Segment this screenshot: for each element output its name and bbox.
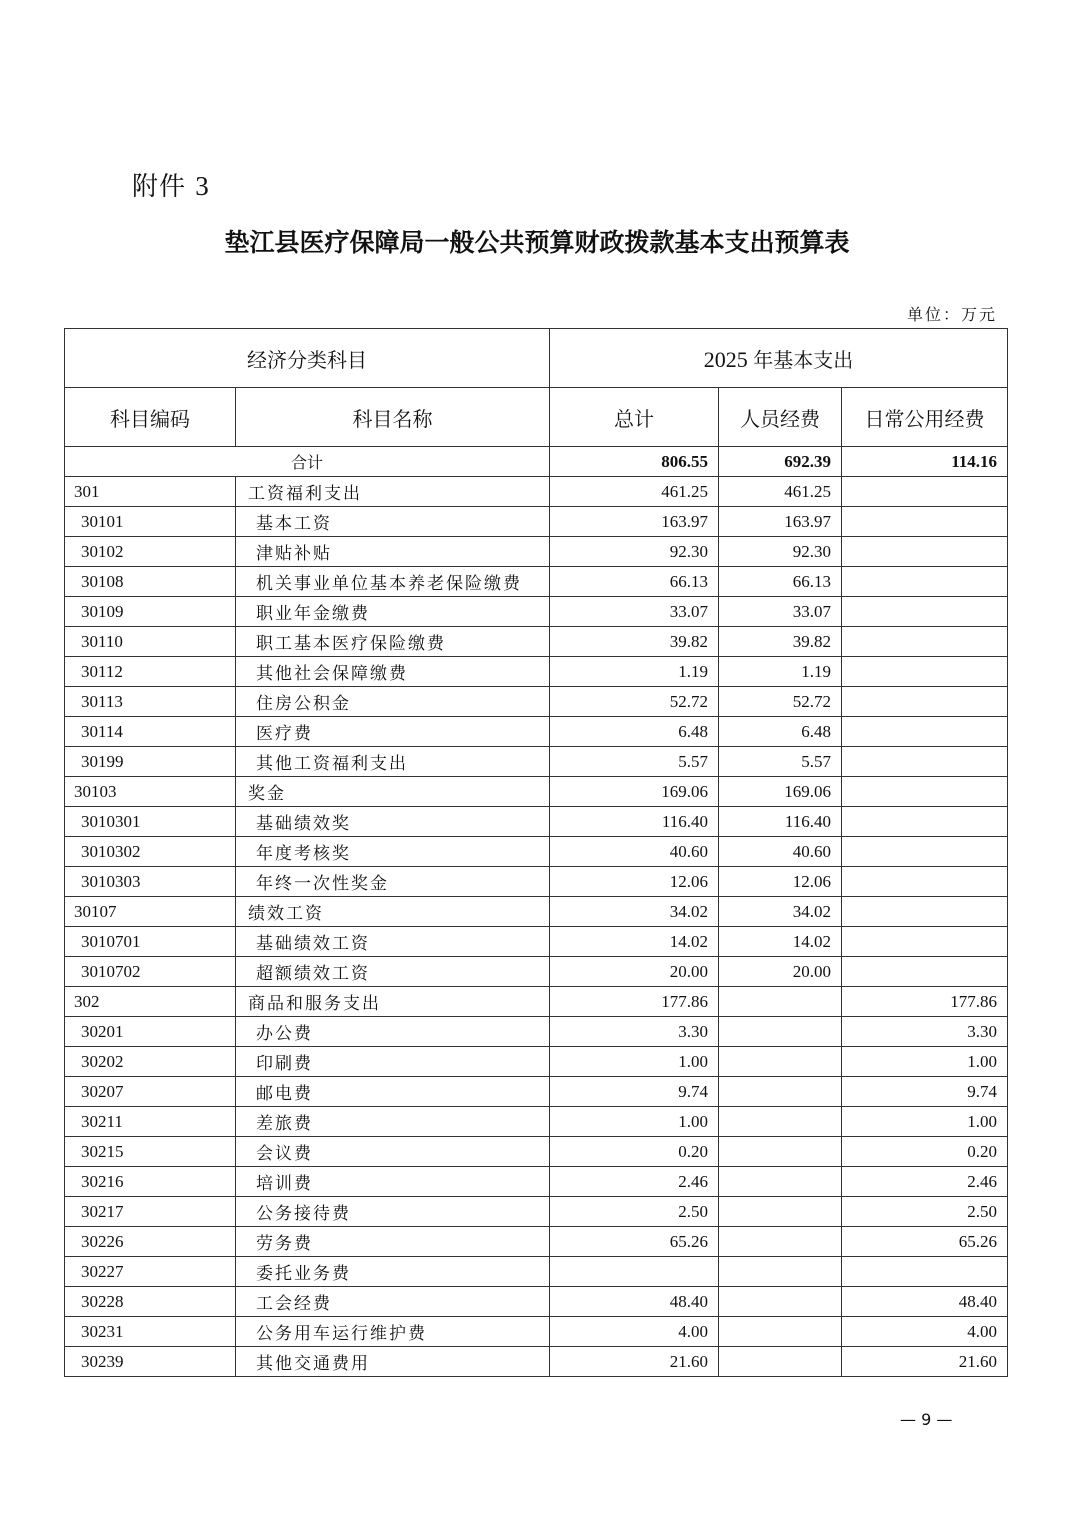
table-row — [65, 1107, 1008, 1137]
cell-public — [842, 1257, 1008, 1287]
cell-code: 30201 — [65, 1017, 236, 1047]
cell-code: 30110 — [65, 627, 236, 657]
cell-code: 3010302 — [65, 837, 236, 867]
cell-name: 工会经费 — [236, 1287, 550, 1317]
cell-public — [842, 687, 1008, 717]
cell-public — [842, 507, 1008, 537]
cell-public: 21.60 — [842, 1347, 1008, 1377]
cell-total: 40.60 — [550, 837, 719, 867]
cell-public — [842, 837, 1008, 867]
table-row — [65, 1137, 1008, 1167]
table-row — [65, 597, 1008, 627]
cell-total: 12.06 — [550, 867, 719, 897]
cell-public — [842, 867, 1008, 897]
total-personnel: 692.39 — [719, 447, 842, 477]
cell-name: 其他社会保障缴费 — [236, 657, 550, 687]
cell-public — [842, 567, 1008, 597]
attachment-label — [132, 166, 210, 203]
table-row — [65, 747, 1008, 777]
table-row — [65, 777, 1008, 807]
cell-code: 30217 — [65, 1197, 236, 1227]
cell-total: 116.40 — [550, 807, 719, 837]
table-row — [65, 1017, 1008, 1047]
cell-name: 商品和服务支出 — [236, 987, 550, 1017]
cell-total: 34.02 — [550, 897, 719, 927]
cell-personnel — [719, 987, 842, 1017]
table-row — [65, 897, 1008, 927]
group-header-row — [65, 329, 1008, 388]
cell-total: 6.48 — [550, 717, 719, 747]
cell-name: 培训费 — [236, 1167, 550, 1197]
cell-code: 3010701 — [65, 927, 236, 957]
column-header-public: 日常公用经费 — [842, 388, 1008, 447]
cell-code: 30228 — [65, 1287, 236, 1317]
column-header-total: 总计 — [550, 388, 719, 447]
year-header — [550, 329, 1008, 388]
table-row — [65, 717, 1008, 747]
cell-name: 职业年金缴费 — [236, 597, 550, 627]
page-number: — 9 — — [900, 1410, 953, 1429]
cell-name: 其他交通费用 — [236, 1347, 550, 1377]
cell-personnel: 169.06 — [719, 777, 842, 807]
cell-personnel: 52.72 — [719, 687, 842, 717]
cell-total: 20.00 — [550, 957, 719, 987]
table-row — [65, 1167, 1008, 1197]
table-row — [65, 1347, 1008, 1377]
cell-personnel: 12.06 — [719, 867, 842, 897]
cell-name: 工资福利支出 — [236, 477, 550, 507]
document-title: 垫江县医疗保障局一般公共预算财政拨款基本支出预算表 — [224, 228, 850, 257]
total-total: 806.55 — [550, 447, 719, 477]
cell-public — [842, 807, 1008, 837]
cell-total — [550, 1257, 719, 1287]
cell-personnel: 33.07 — [719, 597, 842, 627]
cell-public — [842, 927, 1008, 957]
cell-public — [842, 777, 1008, 807]
cell-public — [842, 537, 1008, 567]
table-row — [65, 1197, 1008, 1227]
table-row — [65, 627, 1008, 657]
cell-public: 1.00 — [842, 1107, 1008, 1137]
cell-personnel — [719, 1227, 842, 1257]
total-public: 114.16 — [842, 447, 1008, 477]
cell-total: 163.97 — [550, 507, 719, 537]
cell-personnel: 461.25 — [719, 477, 842, 507]
cell-total: 1.00 — [550, 1047, 719, 1077]
cell-total: 1.00 — [550, 1107, 719, 1137]
cell-total: 461.25 — [550, 477, 719, 507]
cell-total: 52.72 — [550, 687, 719, 717]
table-row — [65, 1257, 1008, 1287]
cell-name: 委托业务费 — [236, 1257, 550, 1287]
cell-personnel: 116.40 — [719, 807, 842, 837]
cell-total: 48.40 — [550, 1287, 719, 1317]
attachment-label-text: 附件 — [132, 172, 187, 202]
cell-total: 169.06 — [550, 777, 719, 807]
table-row — [65, 687, 1008, 717]
cell-code: 30239 — [65, 1347, 236, 1377]
cell-public — [842, 657, 1008, 687]
cell-total: 14.02 — [550, 927, 719, 957]
cell-code: 30215 — [65, 1137, 236, 1167]
cell-personnel: 5.57 — [719, 747, 842, 777]
cell-personnel — [719, 1077, 842, 1107]
cell-name: 津贴补贴 — [236, 537, 550, 567]
cell-name: 公务用车运行维护费 — [236, 1317, 550, 1347]
cell-name: 办公费 — [236, 1017, 550, 1047]
cell-total: 2.46 — [550, 1167, 719, 1197]
budget-table — [64, 328, 1008, 1377]
cell-total: 4.00 — [550, 1317, 719, 1347]
year-header-year: 2025 — [703, 346, 748, 372]
cell-name: 公务接待费 — [236, 1197, 550, 1227]
cell-name: 机关事业单位基本养老保险缴费 — [236, 567, 550, 597]
table-row — [65, 657, 1008, 687]
cell-name: 医疗费 — [236, 717, 550, 747]
cell-total: 33.07 — [550, 597, 719, 627]
cell-name: 会议费 — [236, 1137, 550, 1167]
table-row — [65, 1287, 1008, 1317]
cell-public: 9.74 — [842, 1077, 1008, 1107]
cell-personnel — [719, 1017, 842, 1047]
total-label: 合计 — [65, 447, 550, 477]
table-row — [65, 1047, 1008, 1077]
cell-code: 3010301 — [65, 807, 236, 837]
cell-total: 92.30 — [550, 537, 719, 567]
cell-personnel: 163.97 — [719, 507, 842, 537]
table-row — [65, 477, 1008, 507]
cell-code: 3010303 — [65, 867, 236, 897]
cell-total: 0.20 — [550, 1137, 719, 1167]
cell-personnel: 92.30 — [719, 537, 842, 567]
cell-code: 30207 — [65, 1077, 236, 1107]
cell-name: 超额绩效工资 — [236, 957, 550, 987]
cell-personnel: 34.02 — [719, 897, 842, 927]
cell-name: 差旅费 — [236, 1107, 550, 1137]
cell-name: 绩效工资 — [236, 897, 550, 927]
cell-personnel: 20.00 — [719, 957, 842, 987]
cell-public — [842, 477, 1008, 507]
cell-name: 职工基本医疗保险缴费 — [236, 627, 550, 657]
year-header-suffix: 年基本支出 — [753, 347, 854, 372]
cell-personnel: 40.60 — [719, 837, 842, 867]
cell-public — [842, 747, 1008, 777]
cell-name: 劳务费 — [236, 1227, 550, 1257]
cell-code: 302 — [65, 987, 236, 1017]
cell-total: 177.86 — [550, 987, 719, 1017]
column-header-personnel: 人员经费 — [719, 388, 842, 447]
cell-name: 奖金 — [236, 777, 550, 807]
cell-personnel — [719, 1347, 842, 1377]
cell-personnel — [719, 1047, 842, 1077]
cell-name: 基本工资 — [236, 507, 550, 537]
cell-personnel: 66.13 — [719, 567, 842, 597]
table-row — [65, 1077, 1008, 1107]
cell-personnel: 39.82 — [719, 627, 842, 657]
cell-code: 3010702 — [65, 957, 236, 987]
cell-public — [842, 597, 1008, 627]
cell-name: 邮电费 — [236, 1077, 550, 1107]
table-row — [65, 807, 1008, 837]
cell-code: 30211 — [65, 1107, 236, 1137]
column-header-row — [65, 388, 1008, 447]
table-row — [65, 957, 1008, 987]
cell-name: 印刷费 — [236, 1047, 550, 1077]
cell-name: 年度考核奖 — [236, 837, 550, 867]
cell-personnel — [719, 1167, 842, 1197]
cell-public: 2.50 — [842, 1197, 1008, 1227]
cell-name: 住房公积金 — [236, 687, 550, 717]
cell-code: 30107 — [65, 897, 236, 927]
cell-code: 30101 — [65, 507, 236, 537]
cell-code: 301 — [65, 477, 236, 507]
cell-total: 3.30 — [550, 1017, 719, 1047]
cell-public: 48.40 — [842, 1287, 1008, 1317]
cell-personnel — [719, 1257, 842, 1287]
cell-total: 66.13 — [550, 567, 719, 597]
cell-total: 1.19 — [550, 657, 719, 687]
column-header-name: 科目名称 — [236, 388, 550, 447]
cell-personnel — [719, 1317, 842, 1347]
cell-public: 4.00 — [842, 1317, 1008, 1347]
cell-public: 177.86 — [842, 987, 1008, 1017]
cell-code: 30103 — [65, 777, 236, 807]
table-row — [65, 567, 1008, 597]
cell-code: 30216 — [65, 1167, 236, 1197]
cell-personnel: 6.48 — [719, 717, 842, 747]
cell-public — [842, 627, 1008, 657]
cell-public: 3.30 — [842, 1017, 1008, 1047]
cell-public — [842, 957, 1008, 987]
cell-code: 30202 — [65, 1047, 236, 1077]
table-row — [65, 867, 1008, 897]
attachment-number: 3 — [195, 171, 210, 201]
cell-public — [842, 717, 1008, 747]
cell-code: 30226 — [65, 1227, 236, 1257]
table-row — [65, 537, 1008, 567]
cell-personnel — [719, 1287, 842, 1317]
cell-total: 9.74 — [550, 1077, 719, 1107]
cell-public — [842, 897, 1008, 927]
cell-total: 5.57 — [550, 747, 719, 777]
table-row — [65, 1317, 1008, 1347]
cell-total: 65.26 — [550, 1227, 719, 1257]
table-row — [65, 837, 1008, 867]
column-header-code: 科目编码 — [65, 388, 236, 447]
unit-label: 单位：万元 — [906, 305, 997, 324]
cell-name: 其他工资福利支出 — [236, 747, 550, 777]
table-row — [65, 927, 1008, 957]
cell-public: 1.00 — [842, 1047, 1008, 1077]
table-row — [65, 1227, 1008, 1257]
cell-name: 基础绩效奖 — [236, 807, 550, 837]
cell-total: 39.82 — [550, 627, 719, 657]
cell-code: 30113 — [65, 687, 236, 717]
cell-code: 30109 — [65, 597, 236, 627]
cell-code: 30231 — [65, 1317, 236, 1347]
cell-code: 30114 — [65, 717, 236, 747]
cell-name: 年终一次性奖金 — [236, 867, 550, 897]
cell-personnel — [719, 1137, 842, 1167]
econ-class-header: 经济分类科目 — [65, 329, 550, 388]
cell-personnel — [719, 1197, 842, 1227]
total-row — [65, 447, 1008, 477]
cell-public: 0.20 — [842, 1137, 1008, 1167]
cell-personnel: 14.02 — [719, 927, 842, 957]
cell-public: 2.46 — [842, 1167, 1008, 1197]
cell-code: 30199 — [65, 747, 236, 777]
cell-personnel — [719, 1107, 842, 1137]
table-row — [65, 987, 1008, 1017]
cell-name: 基础绩效工资 — [236, 927, 550, 957]
cell-code: 30227 — [65, 1257, 236, 1287]
cell-total: 21.60 — [550, 1347, 719, 1377]
cell-personnel: 1.19 — [719, 657, 842, 687]
cell-code: 30108 — [65, 567, 236, 597]
cell-code: 30102 — [65, 537, 236, 567]
cell-code: 30112 — [65, 657, 236, 687]
cell-public: 65.26 — [842, 1227, 1008, 1257]
cell-total: 2.50 — [550, 1197, 719, 1227]
table-row — [65, 507, 1008, 537]
